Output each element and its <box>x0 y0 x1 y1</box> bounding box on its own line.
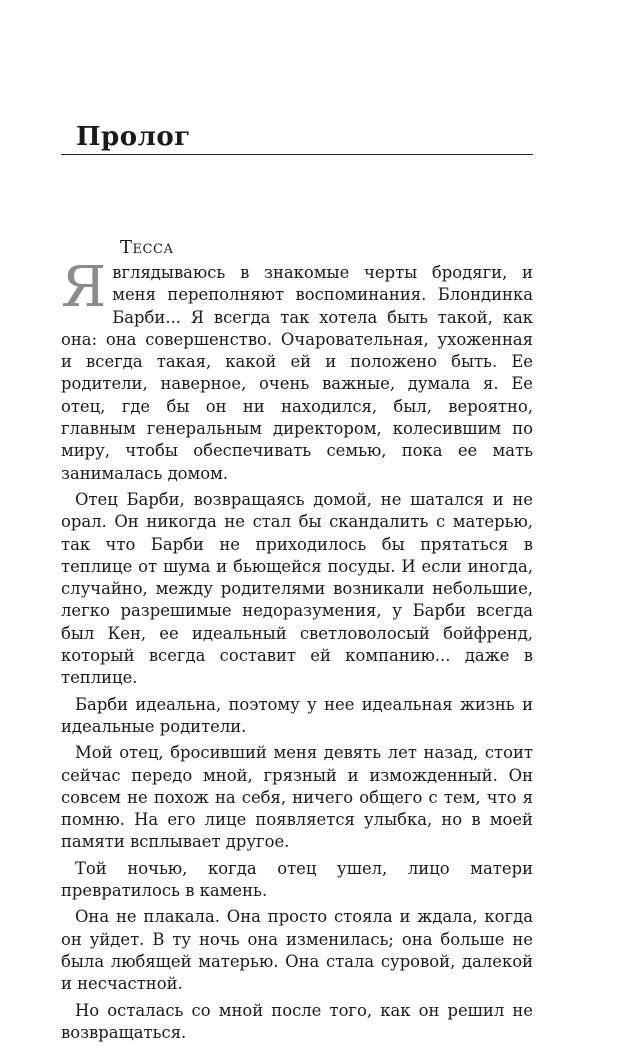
paragraph: Она не плакала. Она просто стояла и ждала, когда он уйдет. В ту ночь она изменилась; она больше не была любящей матерью. Она стала суровой, далекой и несчастной. <box>61 907 533 994</box>
title-divider <box>61 154 533 155</box>
chapter-title: Пролог <box>76 122 191 152</box>
narrator-heading: Тесса <box>120 237 174 258</box>
paragraph: Той ночью, когда отец ушел, лицо матери превратилось в камень. <box>61 858 533 901</box>
paragraph <box>61 255 533 485</box>
paragraph: Мой отец, бросивший меня девять лет назад, стоит сейчас передо мной, грязный и изможденный. Он совсем не похож на себя, ничего общего с тем, что я помню. На его лице появляется улыбка, но в моей памяти всплывает другое. <box>61 743 533 852</box>
chapter-body <box>61 255 533 1048</box>
drop-cap: Я <box>61 255 107 320</box>
paragraph: Отец Барби, возвращаясь домой, не шатался и не орал. Он никогда не стал бы скандалить с матерью, так что Барби не приходилось бы прятаться в теплице от шума и бьющейся посуды. И если иногда, случайно, между родителями возникали небольшие, легко разрешимые недоразумения, у Барби всегда был Кен, ее идеальный светловолосый бойфренд, который всегда составит ей компанию... даже в теплице. <box>61 489 533 688</box>
paragraph-text: вглядываюсь в знакомые черты бродяги, и меня переполняют воспоминания. Блондинка Барби... Я всегда так хотела быть такой, как она: она совершенство. Очаровательная, ухоженная и всегда такая, какой ей и положено быть. Ее родители, наверное, очень важные, думала я. Ее отец, где бы он ни находился, был, вероятно, главным генеральным директором, колесившим по миру, чтобы обеспечивать семью, пока ее мать занималась домом. <box>61 263 533 483</box>
paragraph: Барби идеальна, поэтому у нее идеальная жизнь и идеальные родители. <box>61 694 533 736</box>
paragraph: Но осталась со мной после того, как он решил не возвращаться. <box>61 1000 533 1042</box>
